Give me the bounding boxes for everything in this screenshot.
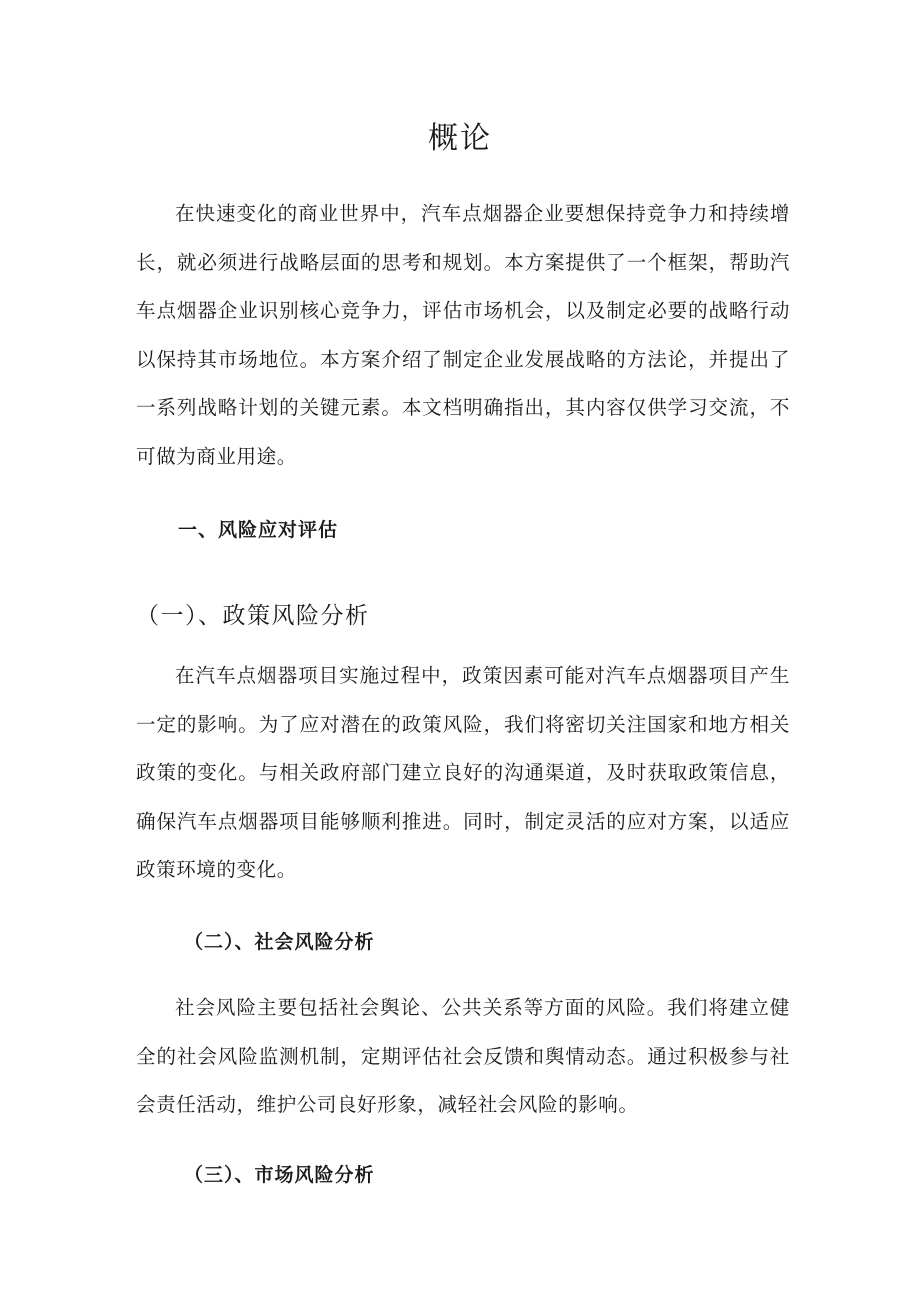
policy-risk-paragraph: 在汽车点烟器项目实施过程中，政策因素可能对汽车点烟器项目产生一定的影响。为了应对潜在的政策风险，我们将密切关注国家和地方相关政策的变化。与相关政府部门建立良好的沟通渠道，及时获取政策信息，确保汽车点烟器项目能够顺利推进。同时，制定灵活的应对方案，以适应政策环境的变化。 [136, 664, 790, 882]
section-heading-risk-assessment: 一、风险应对评估 [178, 519, 339, 541]
intro-paragraph: 在快速变化的商业世界中，汽车点烟器企业要想保持竞争力和持续增长，就必须进行战略层面的思考和规划。本方案提供了一个框架，帮助汽车点烟器企业识别核心竞争力，评估市场机会，以及制定必要的战略行动以保持其市场地位。本方案介绍了制定企业发展战略的方法论，并提出了一系列战略计划的关键元素。本文档明确指出，其内容仅供学习交流，不可做为商业用途。 [136, 202, 790, 468]
social-risk-paragraph: 社会风险主要包括社会舆论、公共关系等方面的风险。我们将建立健全的社会风险监测机制，定期评估社会反馈和舆情动态。通过积极参与社会责任活动，维护公司良好形象，减轻社会风险的影响。 [136, 996, 790, 1117]
document-title: 概论 [428, 121, 492, 156]
subsection-heading-social-risk: （二）、社会风险分析 [184, 931, 375, 953]
subsection-heading-policy-risk: （一）、政策风险分析 [136, 603, 370, 629]
subsection-heading-market-risk: （三）、市场风险分析 [184, 1164, 375, 1186]
